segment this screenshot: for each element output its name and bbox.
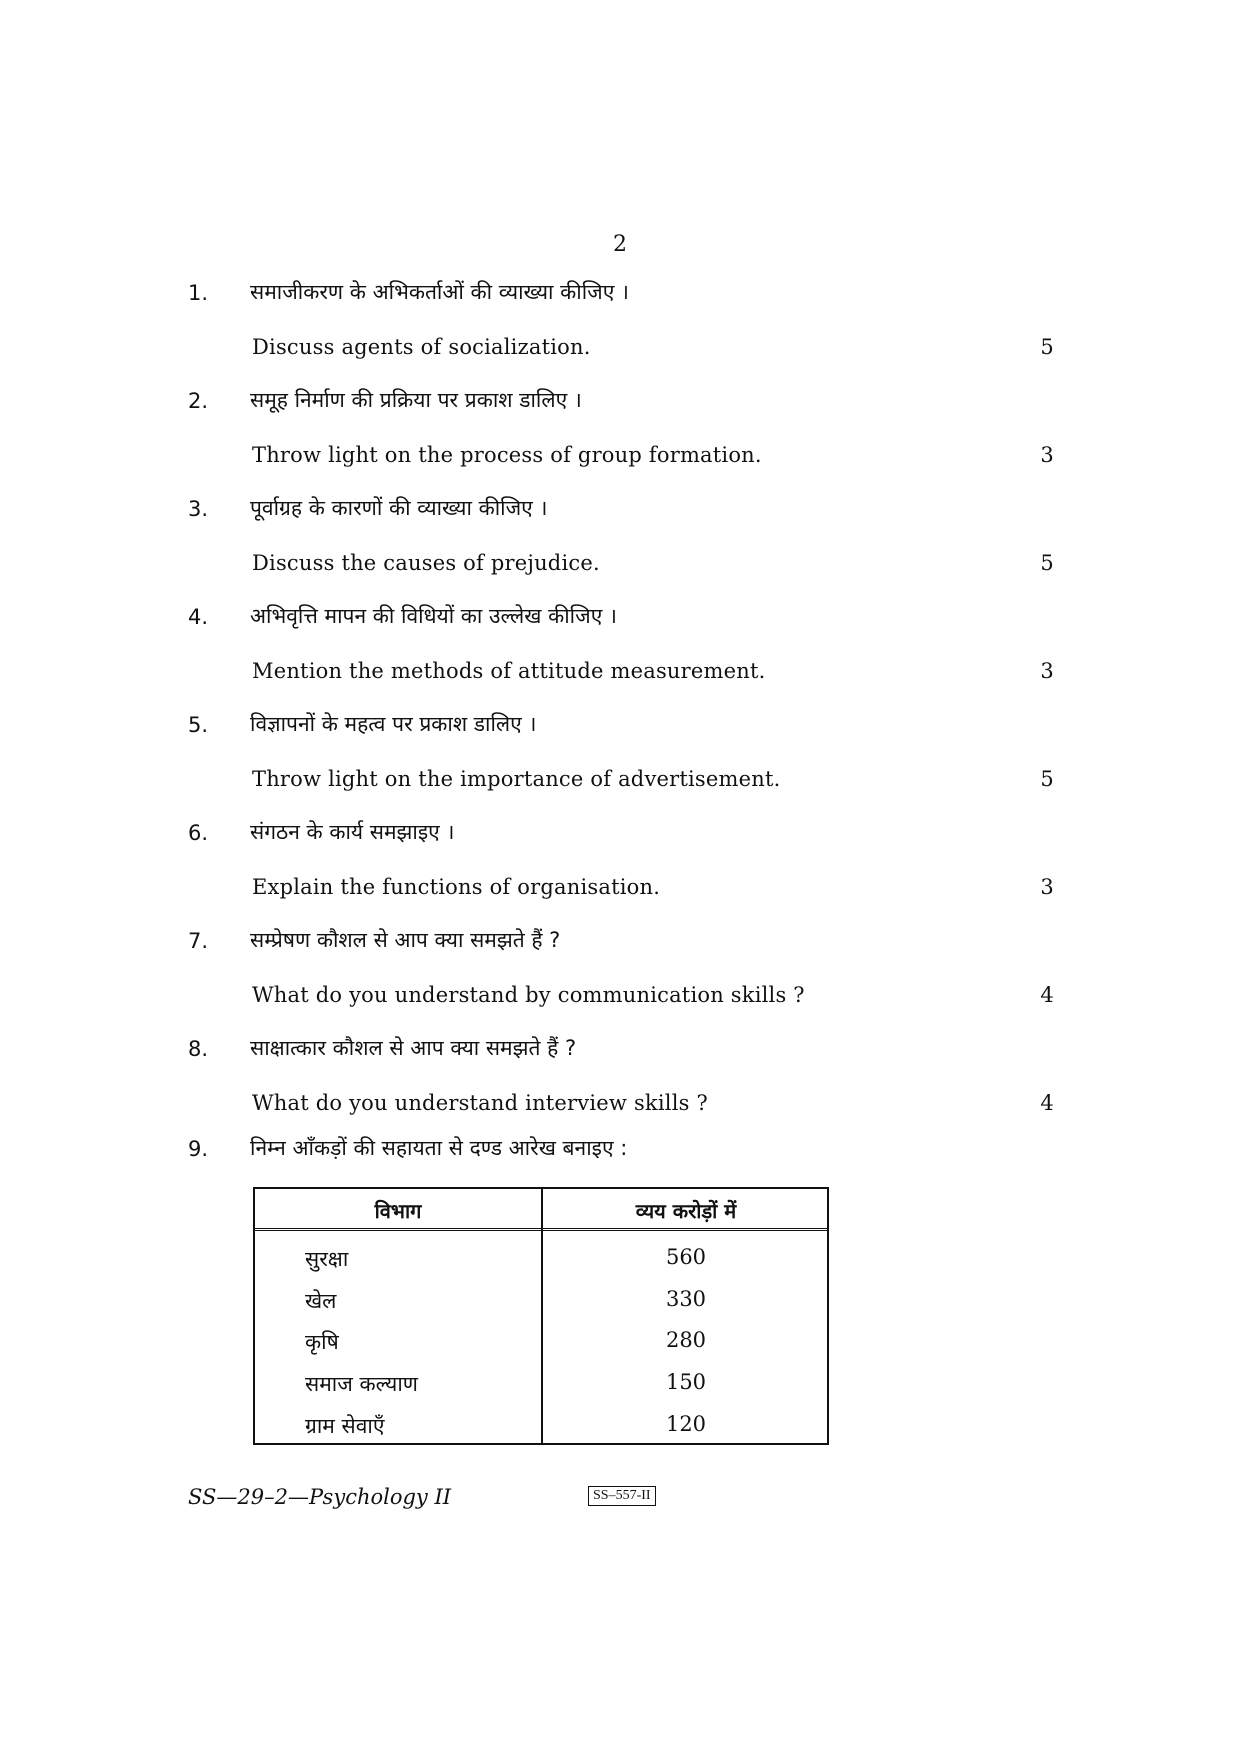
question-1-marks: 5 [1040,335,1054,359]
question-8-marks: 4 [1040,1091,1054,1115]
question-2-marks: 3 [1040,443,1054,467]
table-row [255,1239,827,1281]
question-4-marks: 3 [1040,659,1054,683]
question-3-marks: 5 [1040,551,1054,575]
question-9-hindi: निम्न आँकड़ों की सहायता से दण्ड आरेख बनाइए : [250,1136,628,1160]
table-cell-value: 120 [665,1412,707,1436]
table-cell-value: 280 [665,1328,707,1352]
question-1-number: 1. [188,281,209,305]
question-8-hindi: साक्षात्कार कौशल से आप क्या समझते हैं ? [250,1036,577,1060]
question-1-hindi: समाजीकरण के अभिकर्ताओं की व्याख्या कीजिए । [250,280,629,304]
question-5-marks: 5 [1040,767,1054,791]
question-7-english: What do you understand by communication skills ? [252,983,805,1007]
question-1-english: Discuss agents of socialization. [252,335,591,359]
question-5-english: Throw light on the importance of advertisement. [252,767,781,791]
question-4-number: 4. [188,605,209,629]
table-header-department: विभाग [374,1199,422,1223]
table-cell-department: कृषि [305,1330,339,1354]
page-number: 2 [613,232,627,257]
expenditure-table [253,1187,829,1445]
footer-paper-code: SS–557-II [588,1486,656,1506]
footer-paper-title: SS—29–2—Psychology II [188,1485,452,1509]
table-cell-department: सुरक्षा [305,1247,349,1271]
table-cell-value: 330 [665,1287,707,1311]
question-3-hindi: पूर्वाग्रह के कारणों की व्याख्या कीजिए । [250,496,548,520]
table-row [255,1406,827,1448]
question-2-hindi: समूह निर्माण की प्रक्रिया पर प्रकाश डालिए । [250,388,582,412]
question-7-marks: 4 [1040,983,1054,1007]
question-6-english: Explain the functions of organisation. [252,875,661,899]
table-cell-department: समाज कल्याण [305,1372,418,1396]
question-5-hindi: विज्ञापनों के महत्व पर प्रकाश डालिए । [250,712,537,736]
table-cell-value: 150 [665,1370,707,1394]
question-3-number: 3. [188,497,209,521]
table-row [255,1322,827,1364]
table-cell-value: 560 [665,1245,707,1269]
table-cell-department: ग्राम सेवाएँ [305,1414,385,1438]
table-cell-department: खेल [305,1289,337,1313]
question-8-english: What do you understand interview skills ? [252,1091,708,1115]
question-4-english: Mention the methods of attitude measurement. [252,659,766,683]
question-4-hindi: अभिवृत्ति मापन की विधियों का उल्लेख कीजिए । [250,604,617,628]
question-7-number: 7. [188,929,209,953]
question-8-number: 8. [188,1037,209,1061]
question-6-hindi: संगठन के कार्य समझाइए । [250,820,455,844]
question-5-number: 5. [188,713,209,737]
table-header-expenditure: व्यय करोड़ों में [635,1199,737,1223]
question-7-hindi: सम्प्रेषण कौशल से आप क्या समझते हैं ? [250,928,561,952]
question-6-number: 6. [188,821,209,845]
question-2-english: Throw light on the process of group formation. [252,443,762,467]
table-header-row [255,1189,827,1231]
table-row [255,1364,827,1406]
question-3-english: Discuss the causes of prejudice. [252,551,600,575]
question-9-number: 9. [188,1137,209,1161]
question-6-marks: 3 [1040,875,1054,899]
table-row [255,1281,827,1323]
question-2-number: 2. [188,389,209,413]
